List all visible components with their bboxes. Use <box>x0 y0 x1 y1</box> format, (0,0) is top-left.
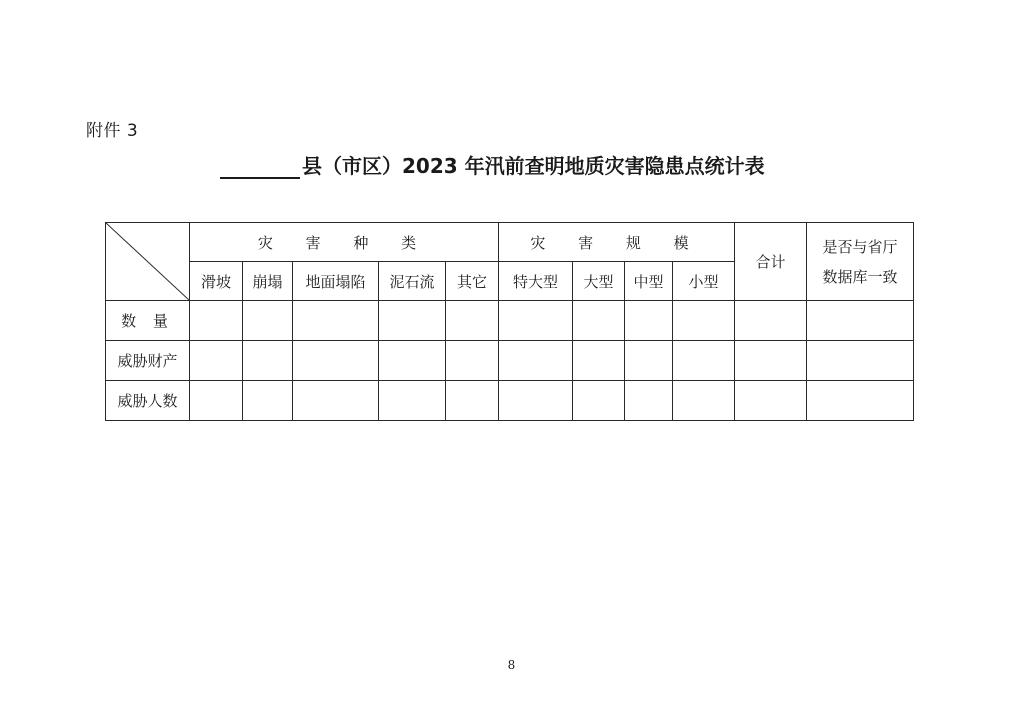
table-cell <box>446 301 499 341</box>
table-cell <box>735 301 807 341</box>
table-cell <box>807 341 914 381</box>
table-cell <box>446 381 499 421</box>
header-consistent-line1: 是否与省厅 <box>822 237 898 256</box>
statistics-table <box>105 222 914 421</box>
table-cell <box>446 341 499 381</box>
table-cell <box>293 341 379 381</box>
table-cell <box>190 381 243 421</box>
table-cell <box>807 301 914 341</box>
col-landslide: 滑坡 <box>190 262 243 301</box>
table-cell <box>625 341 673 381</box>
table-cell <box>735 381 807 421</box>
table-cell <box>735 341 807 381</box>
document-title <box>220 150 765 179</box>
attachment-label: 附件 3 <box>86 121 139 141</box>
table-cell <box>190 341 243 381</box>
header-consistent-line2: 数据库一致 <box>822 267 898 286</box>
table-cell <box>243 341 293 381</box>
header-disaster-type: 灾 害 种 类 <box>190 223 499 262</box>
col-other: 其它 <box>446 262 499 301</box>
col-ground-subsidence: 地面塌陷 <box>293 262 379 301</box>
table-cell <box>379 301 446 341</box>
col-medium: 中型 <box>625 262 673 301</box>
col-extra-large: 特大型 <box>499 262 573 301</box>
diagonal-header-cell <box>106 223 190 301</box>
col-large: 大型 <box>573 262 625 301</box>
col-small: 小型 <box>673 262 735 301</box>
table-cell <box>573 341 625 381</box>
table-cell <box>243 381 293 421</box>
row-label-threatened-property: 威胁财产 <box>106 341 190 381</box>
table-cell <box>673 341 735 381</box>
col-collapse: 崩塌 <box>243 262 293 301</box>
table-cell <box>190 301 243 341</box>
table-cell <box>673 381 735 421</box>
table-cell <box>573 381 625 421</box>
title-blank-line <box>220 157 300 179</box>
table-cell <box>673 301 735 341</box>
col-debris-flow: 泥石流 <box>379 262 446 301</box>
row-label-quantity: 数 量 <box>106 301 190 341</box>
table-cell <box>379 381 446 421</box>
header-disaster-scale: 灾 害 规 模 <box>499 223 735 262</box>
table-cell <box>293 301 379 341</box>
table-cell <box>243 301 293 341</box>
title-text: 县（市区）2023 年汛前查明地质灾害隐患点统计表 <box>302 154 765 178</box>
table-row <box>106 301 914 341</box>
table-cell <box>625 301 673 341</box>
table-cell <box>625 381 673 421</box>
row-label-threatened-people: 威胁人数 <box>106 381 190 421</box>
header-consistent <box>807 223 914 301</box>
table-cell <box>499 381 573 421</box>
table-cell <box>499 341 573 381</box>
diagonal-line <box>106 223 189 300</box>
table-cell <box>379 341 446 381</box>
table-cell <box>293 381 379 421</box>
table-cell <box>499 301 573 341</box>
header-total: 合计 <box>735 223 807 301</box>
table-row <box>106 381 914 421</box>
table-cell <box>573 301 625 341</box>
table-row <box>106 341 914 381</box>
table-cell <box>807 381 914 421</box>
page-number: 8 <box>507 658 516 672</box>
